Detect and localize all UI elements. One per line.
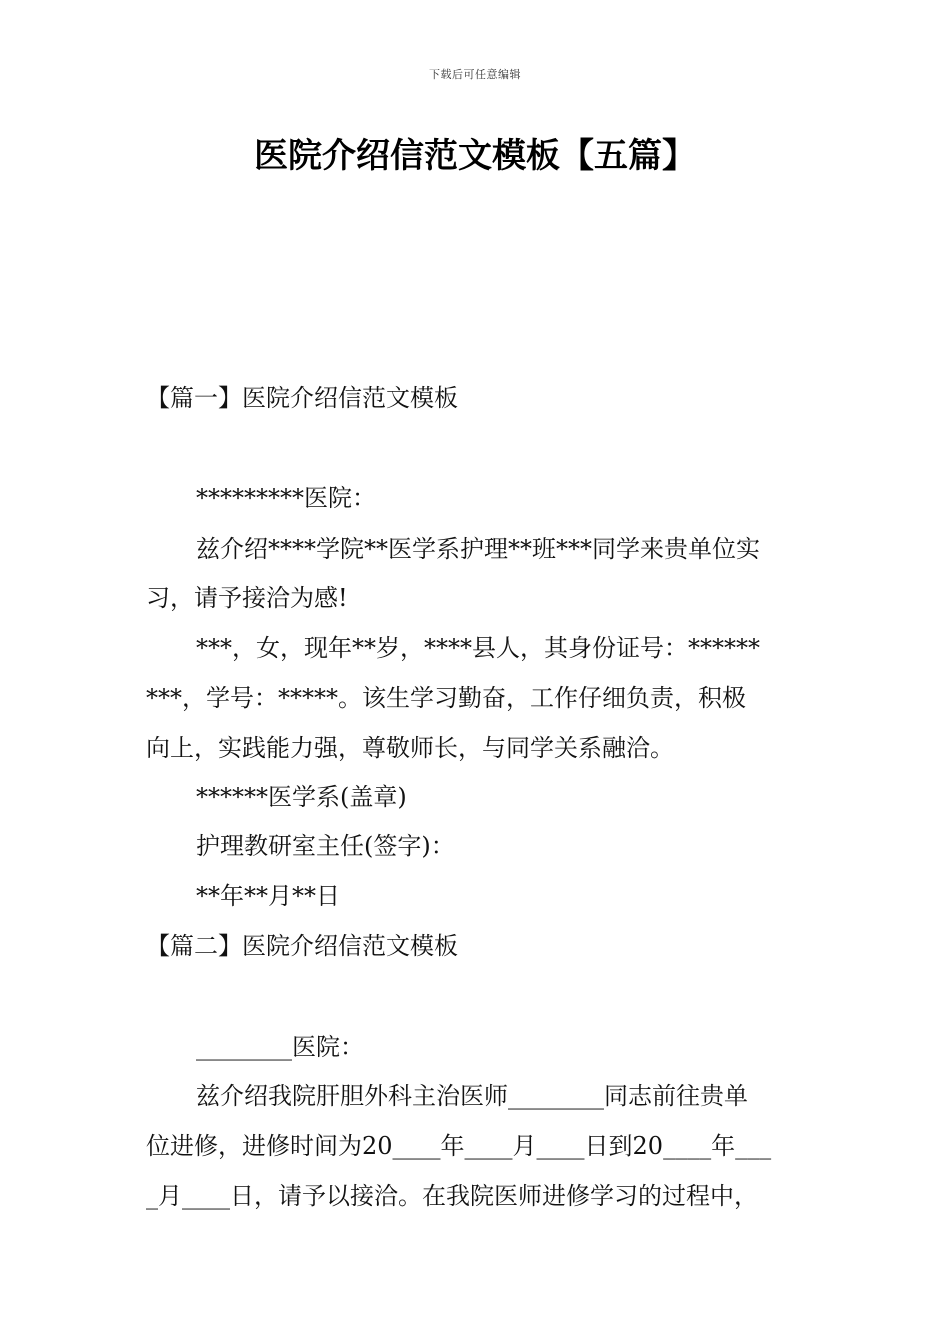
header-note: 下载后可任意编辑 [429,68,521,81]
paragraph-line: 位进修，进修时间为20____年____月____日到20____年___ [146,1132,772,1160]
signature-line: 护理教研室主任(签字)： [196,832,455,860]
paragraph-line: 兹介绍我院肝胆外科主治医师________同志前往贵单 [196,1082,748,1110]
letter-salutation: ________医院： [196,1033,364,1061]
date-line: **年**月**日 [196,882,340,910]
paragraph-line: 习，请予接洽为感! [146,584,348,612]
seal-line: ******医学系(盖章) [196,783,407,811]
paragraph-line: ***，女，现年**岁，****县人，其身份证号：****** [196,634,760,662]
paragraph-line: 兹介绍****学院**医学系护理**班***同学来贵单位实 [196,535,760,563]
paragraph-line: 向上，实践能力强，尊敬师长，与同学关系融洽。 [146,734,674,762]
document-title: 医院介绍信范文模板【五篇】 [254,136,696,176]
paragraph-line: ***，学号：*****。该生学习勤奋，工作仔细负责，积极 [146,684,746,712]
section-heading: 【篇一】医院介绍信范文模板 [146,384,458,412]
letter-salutation: *********医院： [196,484,376,512]
section-heading: 【篇二】医院介绍信范文模板 [146,932,458,960]
paragraph-line: _月____日，请予以接洽。在我院医师进修学习的过程中， [146,1182,758,1210]
